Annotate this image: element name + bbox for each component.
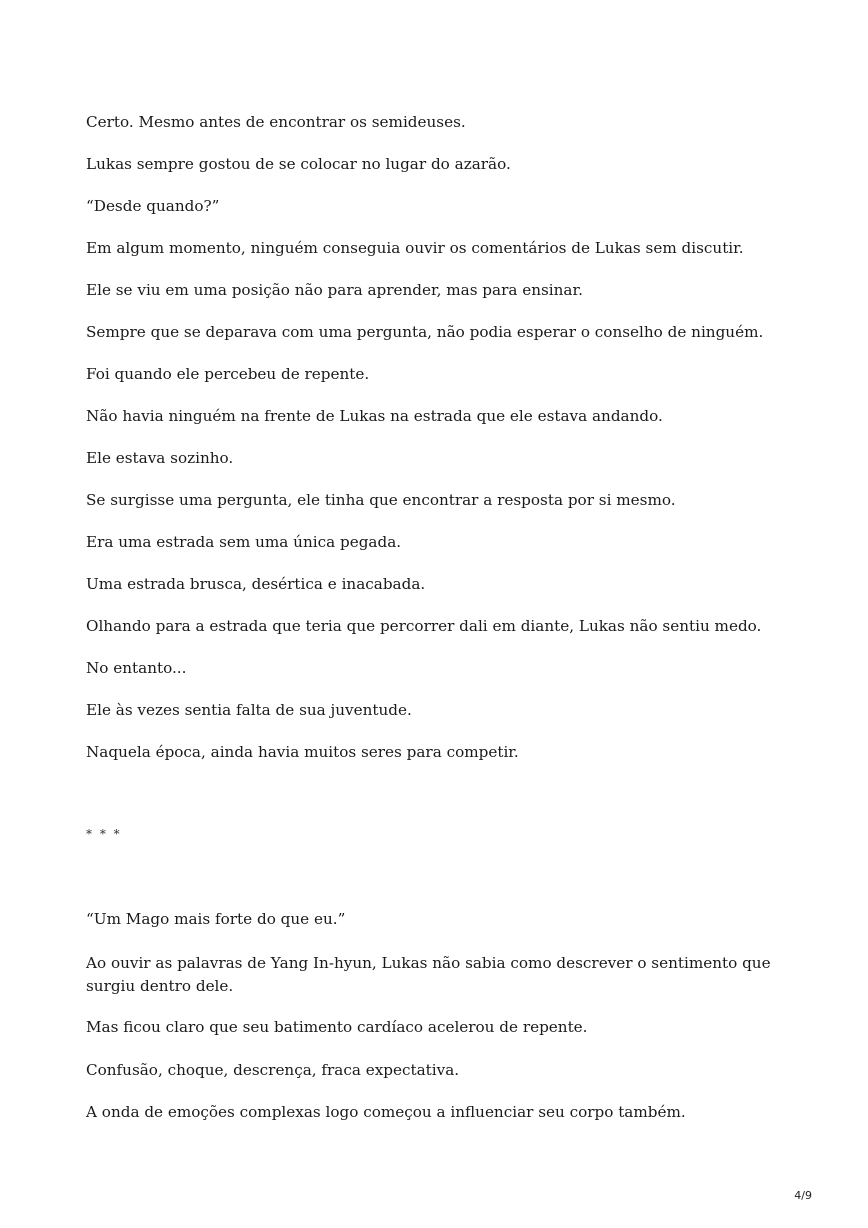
paragraph: Ele estava sozinho. [86,449,234,467]
paragraph: “Um Mago mais forte do que eu.” [86,910,346,928]
paragraph: A onda de emoções complexas logo começou a influenciar seu corpo também. [86,1103,686,1121]
paragraph: Era uma estrada sem uma única pegada. [86,533,402,551]
paragraph: Sempre que se deparava com uma pergunta, não podia esperar o conselho de ninguém. [86,323,764,341]
paragraph: Lukas sempre gostou de se colocar no lugar do azarão. [86,155,511,173]
paragraph: Confusão, choque, descrença, fraca expectativa. [86,1061,460,1079]
paragraph: Certo. Mesmo antes de encontrar os semideuses. [86,113,466,131]
paragraph: Uma estrada brusca, desértica e inacabada. [86,575,426,593]
page-number: 4/9 [794,1189,812,1202]
paragraph: No entanto... [86,659,187,677]
paragraph: Ao ouvir as palavras de Yang In-hyun, Lukas não sabia como descrever o sentimento que surgiu dentro dele. [86,954,771,995]
paragraph: Em algum momento, ninguém conseguia ouvir os comentários de Lukas sem discutir. [86,239,744,257]
paragraph: Ele se viu em uma posição não para aprender, mas para ensinar. [86,281,583,299]
section-separator: * * * [86,827,122,841]
paragraph: Mas ficou claro que seu batimento cardíaco acelerou de repente. [86,1018,588,1036]
paragraph: Olhando para a estrada que teria que percorrer dali em diante, Lukas não sentiu medo. [86,617,762,635]
paragraph: Não havia ninguém na frente de Lukas na estrada que ele estava andando. [86,407,663,425]
paragraph: Naquela época, ainda havia muitos seres para competir. [86,743,519,761]
paragraph: “Desde quando?” [86,197,220,215]
paragraph: Ele às vezes sentia falta de sua juventude. [86,701,412,719]
paragraph: Foi quando ele percebeu de repente. [86,365,370,383]
paragraph: Se surgisse uma pergunta, ele tinha que encontrar a resposta por si mesmo. [86,491,676,509]
